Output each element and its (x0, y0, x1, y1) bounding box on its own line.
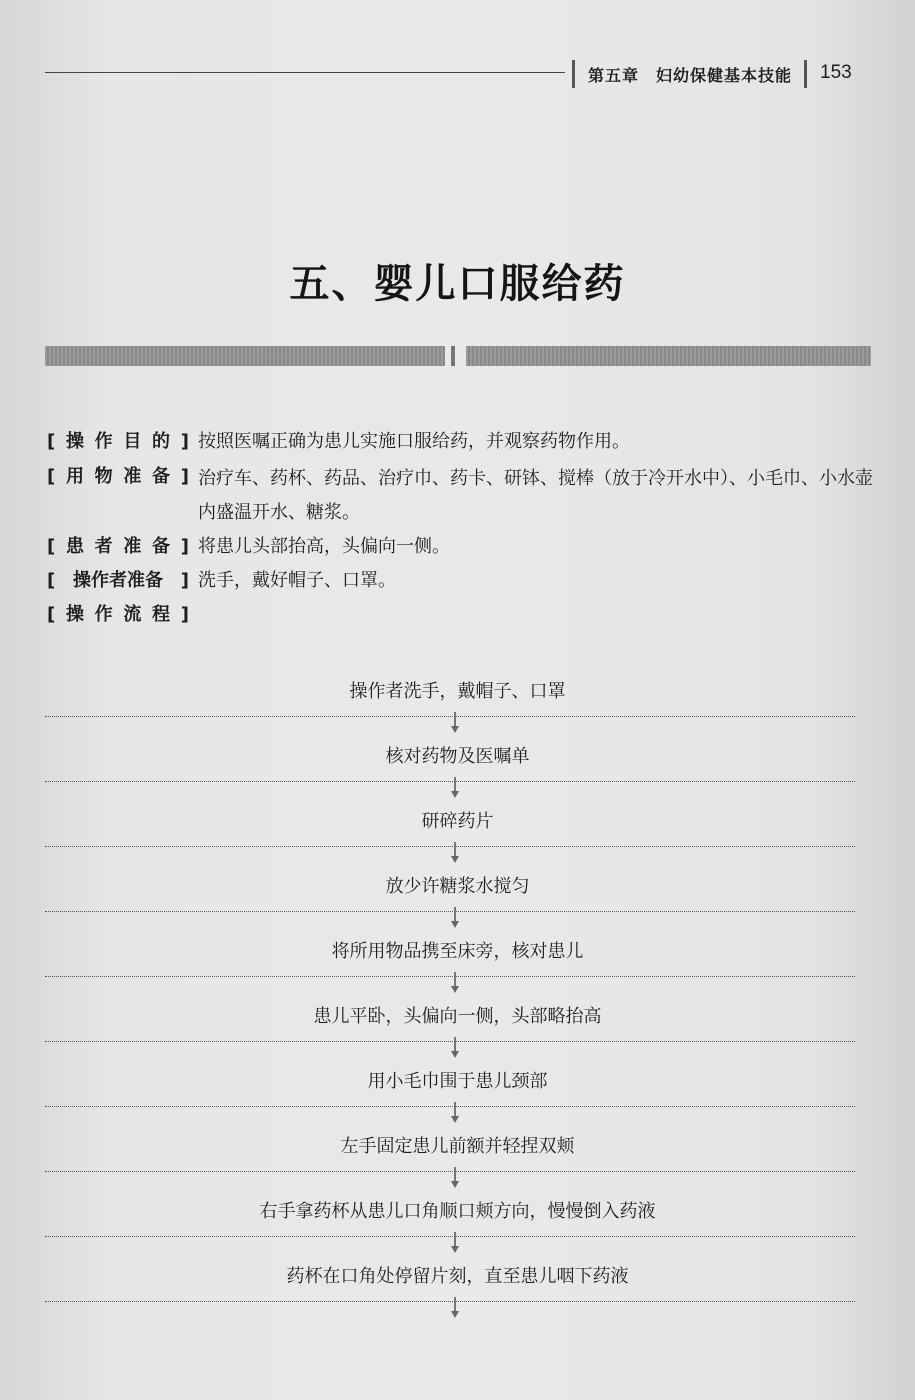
flow-step: 右手拿药杯从患儿口角顺口颊方向，慢慢倒入药液 (259, 1201, 656, 1222)
section-title: 五、婴儿口服给药 (289, 261, 626, 307)
flow-step: 放少许糖浆水搅匀 (385, 876, 530, 897)
down-arrow-icon (451, 712, 459, 734)
info-label-procedure: [ 操 作 流 程 ] (47, 604, 189, 625)
flow-divider (45, 716, 855, 717)
down-arrow-icon (451, 842, 459, 864)
page-number: 153 (820, 62, 852, 83)
info-text-operator: 洗手，戴好帽子、口罩。 (198, 570, 396, 591)
down-arrow-icon (451, 1102, 459, 1124)
down-arrow-icon (451, 1232, 459, 1254)
flow-divider (45, 976, 855, 977)
info-text-purpose: 按照医嘱正确为患儿实施口服给药，并观察药物作用。 (198, 431, 630, 452)
down-arrow-icon (451, 777, 459, 799)
info-text-supplies: 治疗车、药杯、药品、治疗巾、药卡、研钵、搅棒（放于冷开水中）、小毛巾、小水壶内盛温开水、糖浆。 (198, 468, 873, 523)
header-rule (45, 72, 565, 73)
flow-step: 核对药物及医嘱单 (385, 746, 530, 767)
info-label-patient: [ 患 者 准 备 ] (47, 536, 189, 557)
flow-step: 药杯在口角处停留片刻，直至患儿咽下药液 (286, 1266, 629, 1287)
header-separator (572, 60, 575, 88)
info-label-operator: [ 操作者准备 ] (47, 570, 189, 591)
down-arrow-icon (451, 907, 459, 929)
title-decor-mark (451, 346, 455, 366)
flow-step: 研碎药片 (421, 811, 494, 832)
flow-divider (45, 1106, 855, 1107)
down-arrow-icon (451, 972, 459, 994)
flow-divider (45, 911, 855, 912)
flow-step: 左手固定患儿前额并轻捏双颊 (340, 1136, 575, 1157)
title-decor-bar (45, 346, 445, 366)
header-separator (804, 60, 807, 88)
title-decor-bar (466, 346, 871, 366)
flow-step: 操作者洗手，戴帽子、口罩 (349, 681, 566, 702)
flow-step: 患儿平卧，头偏向一侧，头部略抬高 (313, 1006, 602, 1027)
info-text-patient: 将患儿头部抬高，头偏向一侧。 (198, 536, 450, 557)
down-arrow-icon (451, 1297, 459, 1319)
down-arrow-icon (451, 1037, 459, 1059)
flow-divider (45, 846, 855, 847)
info-label-purpose: [ 操 作 目 的 ] (47, 431, 189, 452)
flow-divider (45, 1171, 855, 1172)
down-arrow-icon (451, 1167, 459, 1189)
flow-divider (45, 1301, 855, 1302)
flow-step: 用小毛巾围于患儿颈部 (367, 1071, 548, 1092)
info-label-supplies: [ 用 物 准 备 ] (47, 466, 189, 487)
flow-divider (45, 1041, 855, 1042)
flow-step: 将所用物品携至床旁，核对患儿 (331, 941, 584, 962)
flow-divider (45, 781, 855, 782)
chapter-title: 第五章 妇幼保健基本技能 (588, 66, 793, 85)
flow-divider (45, 1236, 855, 1237)
